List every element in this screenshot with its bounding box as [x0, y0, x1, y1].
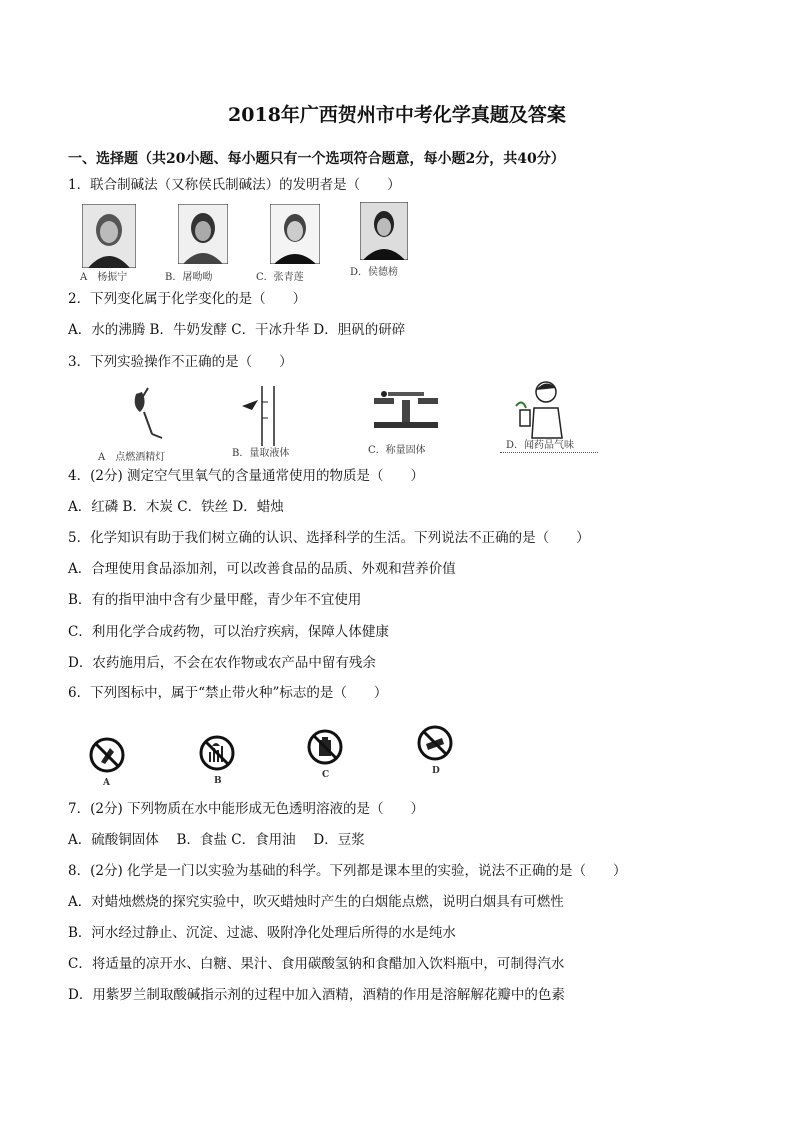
q1-caption-a: A 杨振宁 — [80, 272, 128, 283]
portrait-a-image — [82, 204, 136, 268]
question-8-stem: 8．(2分) 化学是一门以实验为基础的科学。下列都是课本里的实验，说法不正确的是（ ） — [68, 863, 627, 879]
question-5-option-a: A．合理使用食品添加剂，可以改善食品的品质、外观和营养价值 — [68, 561, 456, 577]
question-5-option-c: C．利用化学合成药物，可以治疗疾病，保障人体健康 — [68, 624, 389, 640]
no-fire-sign-a-icon — [88, 736, 126, 774]
q1-caption-d: D．侯德榜 — [350, 267, 399, 278]
portrait-b-image — [178, 204, 228, 264]
question-4-stem: 4．(2分) 测定空气里氧气的含量通常使用的物质是（ ） — [68, 468, 425, 484]
question-5-option-d: D．农药施用后，不会在农作物或农产品中留有残余 — [68, 655, 376, 671]
q6-label-c: C — [322, 770, 330, 780]
question-1-stem: 1．联合制碱法（又称侯氏制碱法）的发明者是（ ） — [68, 177, 401, 193]
balance-scale-image — [368, 388, 444, 432]
q6-label-b: B — [214, 776, 222, 786]
question-8-option-a: A．对蜡烛燃烧的探究实验中，吹灭蜡烛时产生的白烟能点燃，说明白烟具有可燃性 — [68, 894, 564, 910]
question-5-stem: 5．化学知识有助于我们树立确的认识、选择科学的生活。下列说法不正确的是（ ） — [68, 530, 590, 546]
section-heading: 一、选择题（共20小题、每小题只有一个选项符合题意，每小题2分，共40分） — [68, 151, 565, 167]
question-5-option-b: B．有的指甲油中含有少量甲醛，青少年不宜使用 — [68, 592, 362, 608]
no-fire-sign-d-icon — [416, 724, 454, 762]
question-2-stem: 2．下列变化属于化学变化的是（ ） — [68, 291, 307, 307]
q6-label-a: A — [103, 778, 110, 788]
question-8-option-d: D．用紫罗兰制取酸碱指示剂的过程中加入酒精，酒精的作用是溶解解花瓣中的色素 — [68, 987, 565, 1003]
portrait-c-image — [270, 204, 320, 264]
portrait-d-image — [360, 202, 408, 260]
q3-caption-d: D．闻药品气味 — [506, 440, 575, 451]
question-4-options: A．红磷 B．木炭 C．铁丝 D．蜡烛 — [68, 499, 284, 515]
q6-label-d: D — [432, 766, 440, 776]
question-8-option-b: B．河水经过静止、沉淀、过滤、吸附净化处理后所得的水是纯水 — [68, 925, 456, 941]
no-fire-sign-b-icon — [198, 734, 236, 772]
question-7-options: A．硫酸铜固体 B．食盐 C．食用油 D．豆浆 — [68, 832, 365, 848]
smelling-chemical-image — [512, 378, 566, 440]
q3-caption-c: C．称量固体 — [368, 445, 426, 456]
divider — [500, 452, 598, 454]
page-title: 2018年广西贺州市中考化学真题及答案 — [228, 104, 566, 126]
question-6-stem: 6．下列图标中，属于“禁止带火种”标志的是（ ） — [68, 685, 388, 701]
q3-caption-a: A 点燃酒精灯 — [98, 452, 166, 463]
question-8-option-c: C．将适量的凉开水、白糖、果汁、食用碳酸氢钠和食醋加入饮料瓶中，可制得汽水 — [68, 956, 565, 972]
no-fire-sign-c-icon — [306, 728, 344, 766]
graduated-cylinder-image — [238, 384, 298, 448]
q3-caption-b: B．量取液体 — [232, 448, 290, 459]
question-7-stem: 7．(2分) 下列物质在水中能形成无色透明溶液的是（ ） — [68, 801, 425, 817]
alcohol-lamp-lighting-image — [118, 384, 178, 444]
question-2-options: A．水的沸腾 B．牛奶发酵 C．干冰升华 D．胆矾的研碎 — [68, 322, 406, 338]
question-3-stem: 3．下列实验操作不正确的是（ ） — [68, 354, 293, 370]
q1-caption-b: B．屠呦呦 — [165, 272, 213, 283]
q1-caption-c: C．张青莲 — [256, 272, 304, 283]
